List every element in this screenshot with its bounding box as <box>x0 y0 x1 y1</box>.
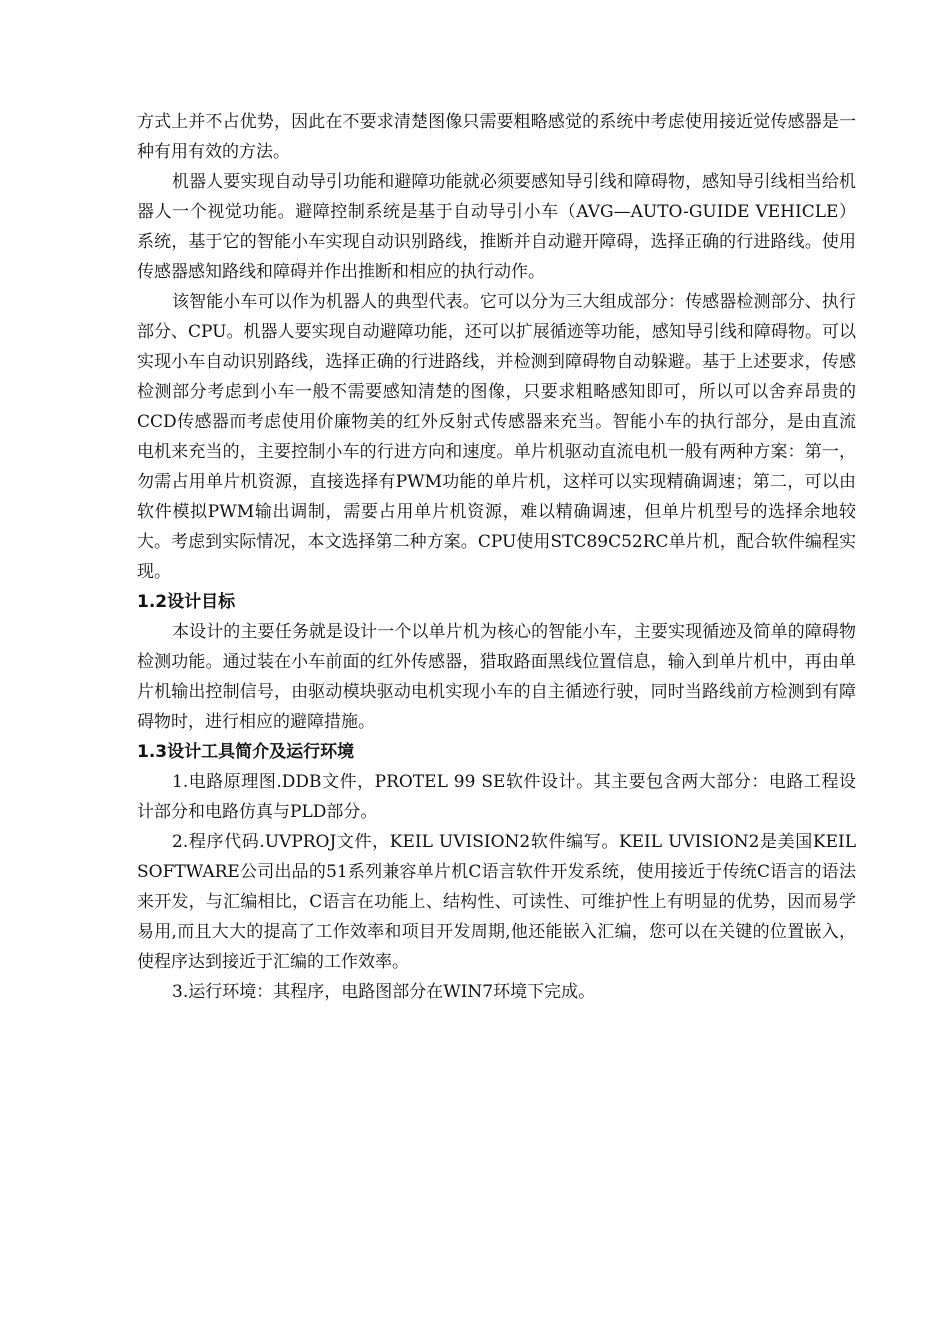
document-body <box>137 107 856 1007</box>
paragraph-intro-continued: 方式上并不占优势，因此在不要求清楚图像只需要粗略感觉的系统中考虑使用接近觉传感器是一种有用有效的方法。 <box>137 112 856 162</box>
paragraph-tool-3: 3.运行环境：其程序，电路图部分在WIN7环境下完成。 <box>172 982 596 1002</box>
paragraph-design-goal: 本设计的主要任务就是设计一个以单片机为核心的智能小车，主要实现循迹及简单的障碍物检测功能。通过装在小车前面的红外传感器，猎取路面黑线位置信息，输入到单片机中，再由单片机输出控制信号，由驱动模块驱动电机实现小车的自主循迹行驶，同时当路线前方检测到有障碍物时，进行相应的避障措施。 <box>137 622 856 732</box>
paragraph-guidance: 机器人要实现自动导引功能和避障功能就必须要感知导引线和障碍物，感知导引线相当给机器人一个视觉功能。避障控制系统是基于自动导引小车（AVG—AUTO-GUIDE VEHICLE）系统，基于它的智能小车实现自动识别路线，推断并自动避开障碍，选择正确的行进路线。使用传感器感知路线和障碍并作出推断和相应的执行动作。 <box>137 172 856 282</box>
section-heading-1-3: 1.3设计工具简介及运行环境 <box>137 742 355 762</box>
paragraph-tool-2: 2.程序代码.UVPROJ文件，KEIL UVISION2软件编写。KEIL UVISION2是美国KEIL SOFTWARE公司出品的51系列兼容单片机C语言软件开发系统，使用接近于传统C语言的语法来开发，与汇编相比，C语言在功能上、结构性、可读性、可维护性上有明显的优势，因而易学易用,而且大大的提高了工作效率和项目开发周期,他还能嵌入汇编，您可以在关键的位置嵌入，使程序达到接近于汇编的工作效率。 <box>137 832 856 972</box>
paragraph-tool-1: 1.电路原理图.DDB文件，PROTEL 99 SE软件设计。其主要包含两大部分：电路工程设计部分和电路仿真与PLD部分。 <box>137 772 856 822</box>
paragraph-smart-car: 该智能小车可以作为机器人的典型代表。它可以分为三大组成部分：传感器检测部分、执行部分、CPU。机器人要实现自动避障功能，还可以扩展循迹等功能，感知导引线和障碍物。可以实现小车自动识别路线，选择正确的行进路线，并检测到障碍物自动躲避。基于上述要求，传感检测部分考虑到小车一般不需要感知清楚的图像，只要求粗略感知即可，所以可以舍弃昂贵的CCD传感器而考虑使用价廉物美的红外反射式传感器来充当。智能小车的执行部分，是由直流电机来充当的，主要控制小车的行进方向和速度。单片机驱动直流电机一般有两种方案：第一，勿需占用单片机资源，直接选择有PWM功能的单片机，这样可以实现精确调速；第二，可以由软件模拟PWM输出调制，需要占用单片机资源，难以精确调速，但单片机型号的选择余地较大。考虑到实际情况，本文选择第二种方案。CPU使用STC89C52RC单片机，配合软件编程实现。 <box>137 292 856 582</box>
section-heading-1-2: 1.2设计目标 <box>137 592 236 612</box>
